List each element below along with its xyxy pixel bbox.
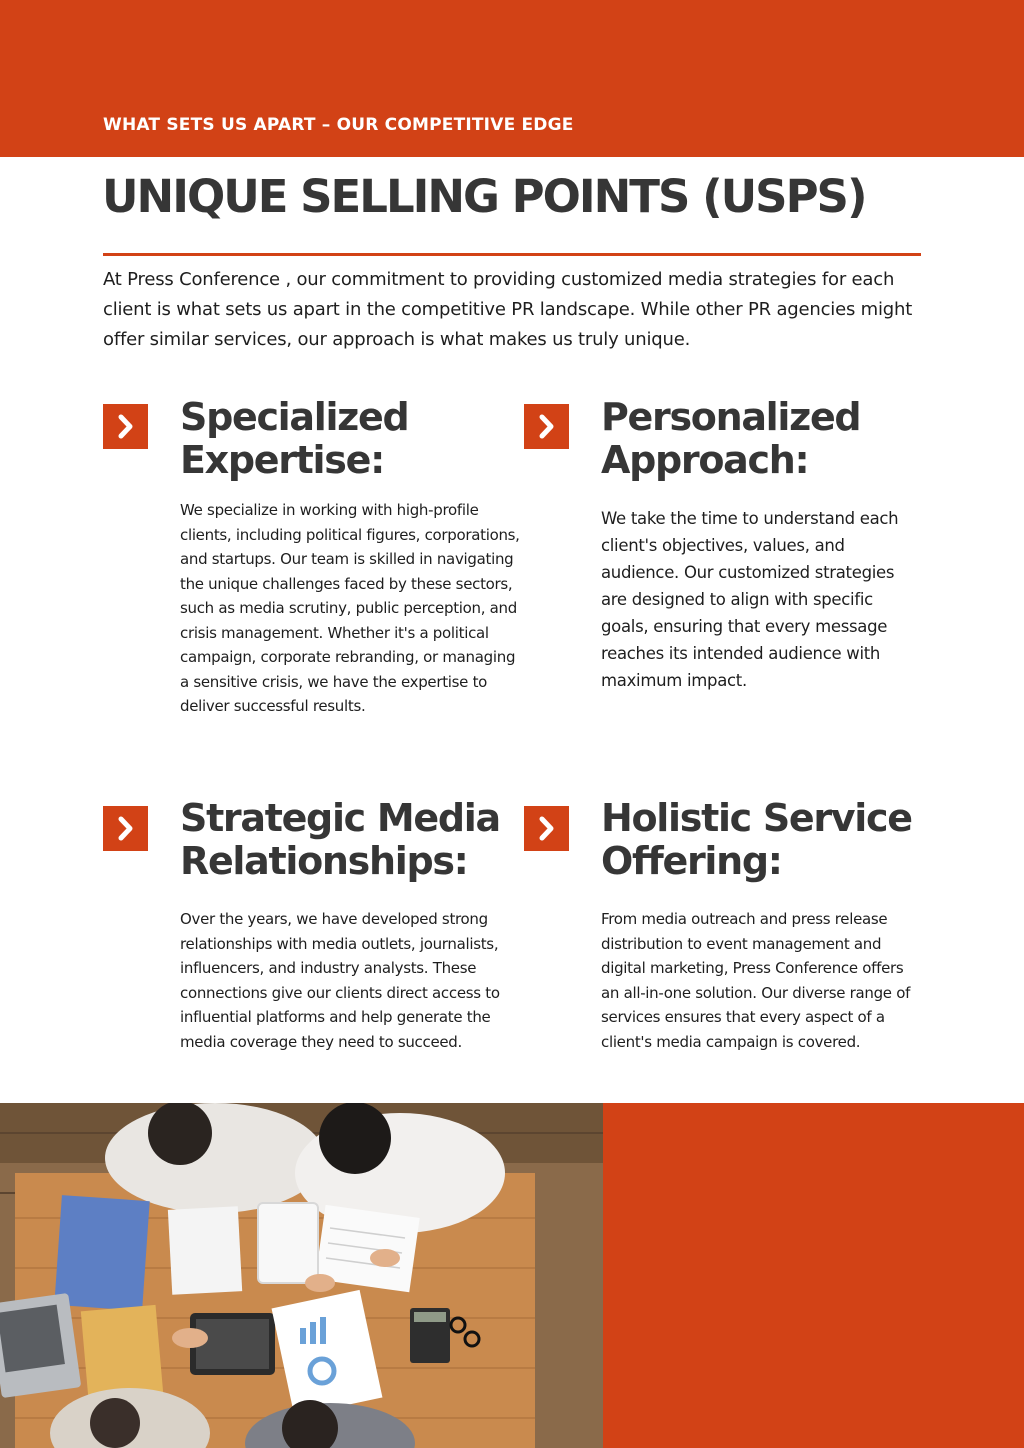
- usp-heading-line: Personalized: [601, 395, 861, 439]
- usp-body-specialized-expertise: We specialize in working with high-profile clients, including political figures, corporations, and startups. Our team is skilled in navigating the unique challenges faced by these sectors, such as media scrutiny, public perception, and crisis management. Whether it's a political campaign, corporate rebranding, or managing a sensitive crisis, we have the expertise to deliver successful results.: [180, 501, 520, 715]
- page-title: UNIQUE SELLING POINTS (USPS): [102, 170, 866, 223]
- team-meeting-photo: [0, 1103, 603, 1448]
- usp-heading-line: Strategic Media: [180, 796, 500, 840]
- footer-accent-block: [603, 1103, 1024, 1448]
- title-divider: [103, 253, 921, 256]
- chevron-right-icon: [103, 404, 148, 449]
- usp-heading-personalized-approach: [601, 396, 941, 482]
- usp-heading-holistic-service-offering: [601, 797, 946, 883]
- chevron-right-icon: [524, 404, 569, 449]
- usp-heading-specialized-expertise: [180, 396, 520, 482]
- usp-heading-line: Relationships:: [180, 839, 468, 883]
- usp-body-strategic-media-relationships: Over the years, we have developed strong relationships with media outlets, journalists, influencers, and industry analysts. These connections give our clients direct access to influential platforms and help generate the media coverage they need to succeed.: [180, 910, 500, 1051]
- usp-heading-strategic-media-relationships: [180, 797, 525, 883]
- usp-heading-line: Offering:: [601, 839, 782, 883]
- usp-heading-line: Approach:: [601, 438, 809, 482]
- usp-heading-line: Expertise:: [180, 438, 384, 482]
- chevron-right-icon: [103, 806, 148, 851]
- usp-heading-line: Specialized: [180, 395, 409, 439]
- header-kicker: WHAT SETS US APART – OUR COMPETITIVE EDGE: [103, 115, 574, 135]
- usp-body-personalized-approach: We take the time to understand each client's objectives, values, and audience. Our customized strategies are designed to align with specific goals, ensuring that every message reaches its intended audience with maximum impact.: [601, 509, 899, 690]
- chevron-right-icon: [524, 806, 569, 851]
- usp-body-holistic-service-offering: From media outreach and press release distribution to event management and digital marketing, Press Conference offers an all-in-one solution. Our diverse range of services ensures that every aspect of a client's media campaign is covered.: [601, 910, 911, 1051]
- intro-paragraph: At Press Conference , our commitment to providing customized media strategies for each client is what sets us apart in the competitive PR landscape. While other PR agencies might offer similar services, our approach is what makes us truly unique.: [103, 269, 913, 350]
- usp-heading-line: Holistic Service: [601, 796, 912, 840]
